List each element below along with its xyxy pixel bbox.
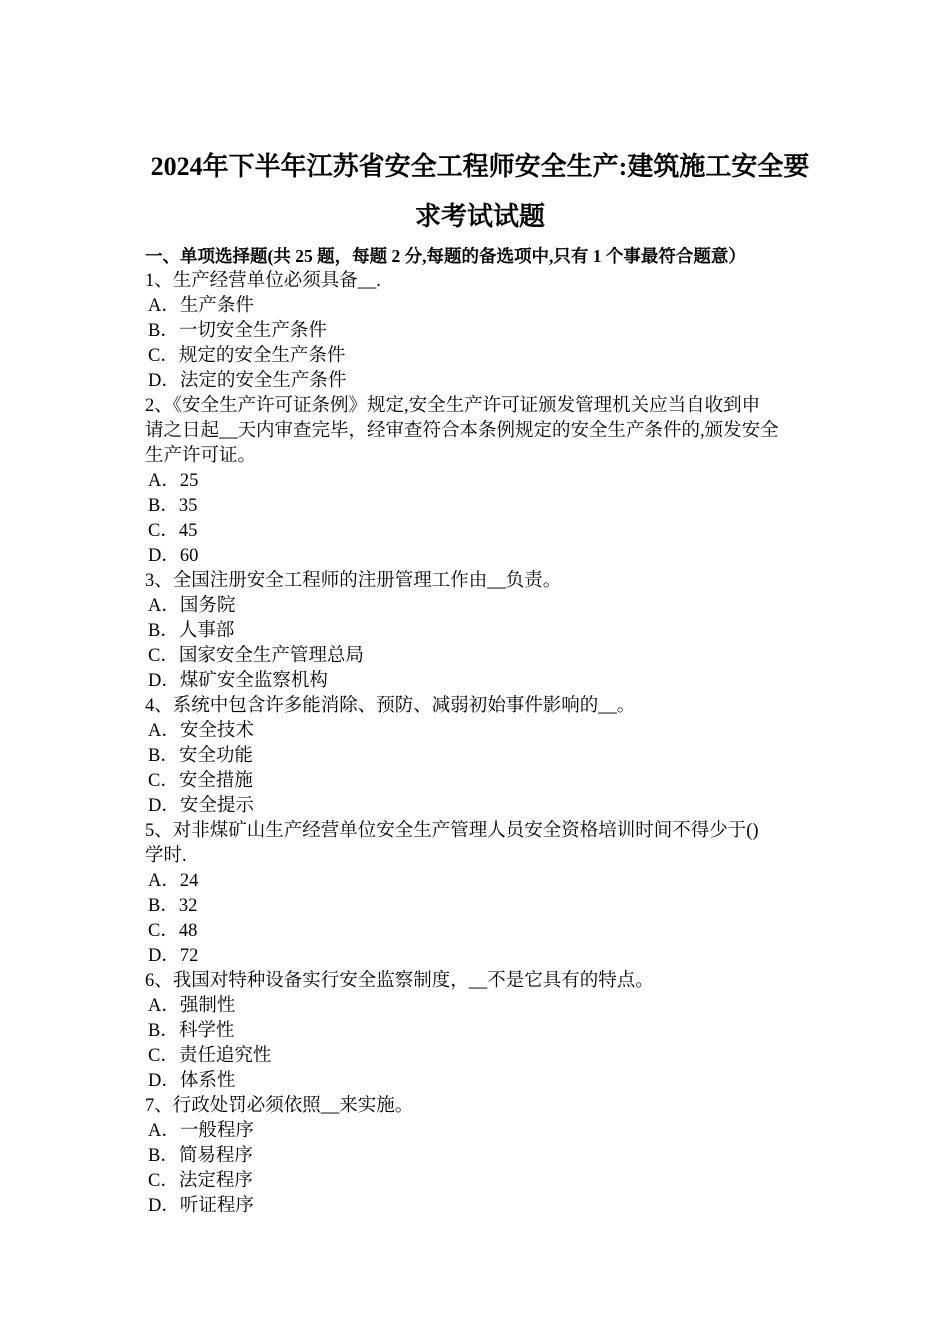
question-6-option-d: D．体系性 <box>148 1071 236 1091</box>
question-2-option-b: B．35 <box>148 496 198 516</box>
question-2-option-d: D．60 <box>148 546 199 566</box>
question-4-option-c: C．安全措施 <box>148 771 253 791</box>
question-2-option-c: C．45 <box>148 521 198 541</box>
question-1-option-a: A．生产条件 <box>148 296 254 316</box>
question-4-option-d: D．安全提示 <box>148 796 254 816</box>
question-5-option-a: A．24 <box>148 871 199 891</box>
section-heading: 一、单项选择题(共 25 题，每题 2 分,每题的备选项中,只有 1 个事最符合题意） <box>145 246 746 266</box>
question-3-option-d: D．煤矿安全监察机构 <box>148 671 328 691</box>
question-5-option-d: D．72 <box>148 946 199 966</box>
question-5-option-c: C．48 <box>148 921 198 941</box>
question-6-stem: 6、我国对特种设备实行安全监察制度，__不是它具有的特点。 <box>145 971 654 991</box>
question-1-option-b: B．一切安全生产条件 <box>148 321 327 341</box>
question-6-option-b: B．科学性 <box>148 1021 235 1041</box>
question-3-option-c: C．国家安全生产管理总局 <box>148 646 364 666</box>
question-4-option-b: B．安全功能 <box>148 746 253 766</box>
document-title-line-2: 求考试试题 <box>414 202 545 231</box>
question-1-option-d: D．法定的安全生产条件 <box>148 371 347 391</box>
question-3-option-a: A．国务院 <box>148 596 236 616</box>
question-6-option-c: C．责任追究性 <box>148 1046 272 1066</box>
question-1-option-c: C．规定的安全生产条件 <box>148 346 346 366</box>
question-7-option-b: B．简易程序 <box>148 1146 253 1166</box>
question-2-stem: 2、《安全生产许可证条例》规定,安全生产许可证颁发管理机关应当自收到申 <box>145 396 761 416</box>
question-4-stem: 4、系统中包含许多能消除、预防、减弱初始事件影响的__。 <box>145 696 636 716</box>
question-7-option-d: D．听证程序 <box>148 1196 254 1216</box>
question-2-stem: 请之日起__天内审查完毕，经审查符合本条例规定的安全生产条件的,颁发安全 <box>145 421 779 441</box>
question-7-option-a: A．一般程序 <box>148 1121 254 1141</box>
question-6-option-a: A．强制性 <box>148 996 236 1016</box>
question-3-stem: 3、全国注册安全工程师的注册管理工作由__负责。 <box>145 571 562 591</box>
question-7-option-c: C．法定程序 <box>148 1171 253 1191</box>
question-3-option-b: B．人事部 <box>148 621 235 641</box>
question-5-stem: 5、对非煤矿山生产经营单位安全生产管理人员安全资格培训时间不得少于() <box>145 821 759 841</box>
question-2-stem: 生产许可证。 <box>145 446 257 466</box>
question-4-option-a: A．安全技术 <box>148 721 254 741</box>
question-1-stem: 1、生产经营单位必须具备__. <box>145 271 381 291</box>
question-7-stem: 7、行政处罚必须依照__来实施。 <box>145 1096 414 1116</box>
question-5-stem: 学时. <box>145 846 187 866</box>
document-title-line-1: 2024年下半年江苏省安全工程师安全生产:建筑施工安全要 <box>150 152 810 181</box>
question-list <box>145 244 815 1219</box>
question-5-option-b: B．32 <box>148 896 198 916</box>
question-2-option-a: A．25 <box>148 471 199 491</box>
